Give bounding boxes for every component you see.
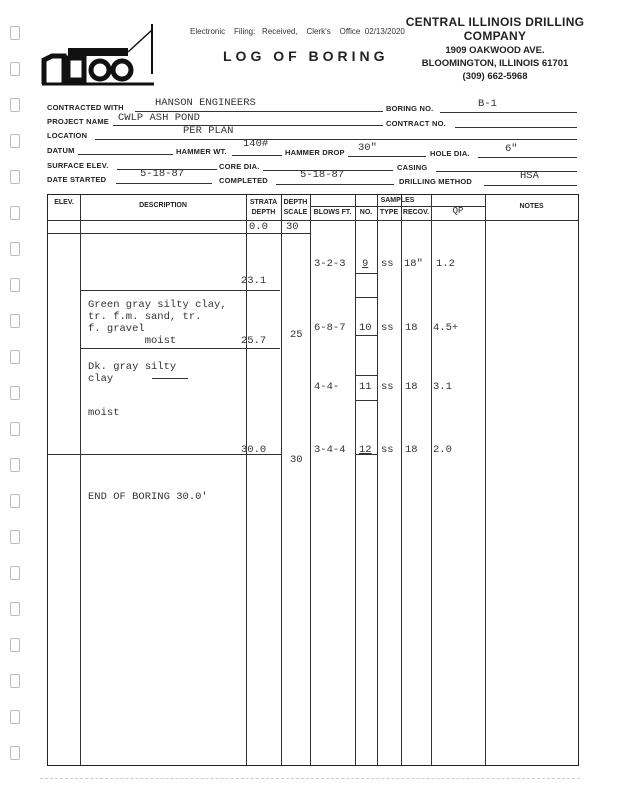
sample-recov: 18" bbox=[404, 258, 423, 270]
header-samples: SAMPLES bbox=[380, 197, 415, 204]
punch-hole bbox=[10, 170, 20, 184]
punch-hole bbox=[10, 98, 20, 112]
hole-dia-value: 6" bbox=[505, 143, 518, 155]
punch-hole bbox=[10, 674, 20, 688]
drilling-method-line bbox=[484, 185, 577, 186]
company-logo bbox=[40, 22, 160, 93]
boring-no-line bbox=[440, 112, 577, 113]
datum-line bbox=[78, 154, 173, 155]
punch-hole bbox=[10, 206, 20, 220]
hammer-wt-value: 140# bbox=[243, 138, 269, 150]
scale-mark: 30 bbox=[290, 454, 303, 466]
punch-hole bbox=[10, 350, 20, 364]
punch-hole bbox=[10, 242, 20, 256]
header-type: TYPE bbox=[379, 209, 399, 216]
desc-line: Dk. gray silty bbox=[88, 361, 177, 373]
contracted-with-value: HANSON ENGINEERS bbox=[155, 97, 256, 109]
header-blows: BLOWS FT. bbox=[313, 209, 352, 216]
header-strata-depth: DEPTH bbox=[251, 209, 276, 216]
completed-value: 5-18-87 bbox=[300, 169, 345, 181]
punch-hole bbox=[10, 602, 20, 616]
desc-line: Green gray silty clay, bbox=[88, 299, 227, 311]
sample-box-line bbox=[355, 335, 377, 336]
desc-line: moist bbox=[88, 407, 120, 419]
desc-line: f. gravel bbox=[88, 323, 145, 335]
boring-log-table bbox=[47, 194, 579, 766]
hammer-wt-line bbox=[232, 155, 282, 156]
hammer-drop-value: 30" bbox=[358, 142, 377, 154]
hole-dia-label: HOLE DIA. bbox=[430, 149, 470, 158]
stamp-office: Office bbox=[339, 27, 361, 36]
sample-box-line bbox=[355, 400, 377, 401]
location-value: PER PLAN bbox=[183, 125, 234, 137]
stamp-filing: Filing: bbox=[234, 27, 256, 36]
punch-hole bbox=[10, 710, 20, 724]
drilling-method-value: HSA bbox=[520, 170, 539, 182]
sample-blows: 3-2-3 bbox=[314, 258, 346, 270]
bottom-scan-line bbox=[40, 778, 580, 779]
col-divider bbox=[310, 195, 311, 765]
sample-type: ss bbox=[381, 258, 394, 270]
filing-stamp bbox=[190, 27, 405, 36]
punch-hole bbox=[10, 566, 20, 580]
drill-truck-icon bbox=[40, 22, 160, 88]
col-divider bbox=[355, 195, 356, 765]
sample-qp: 4.5+ bbox=[433, 322, 459, 334]
header-description: DESCRIPTION bbox=[139, 202, 187, 209]
drilling-method-label: DRILLING METHOD bbox=[399, 177, 472, 186]
punch-hole bbox=[10, 26, 20, 40]
sample-box-line bbox=[355, 297, 377, 298]
hammer-wt-label: HAMMER WT. bbox=[176, 147, 227, 156]
desc-line: tr. f.m. sand, tr. bbox=[88, 311, 202, 323]
col-divider bbox=[377, 195, 378, 765]
punch-hole bbox=[10, 458, 20, 472]
hammer-drop-label: HAMMER DROP bbox=[285, 148, 345, 157]
core-dia-label: CORE DIA. bbox=[219, 162, 260, 171]
sample-recov: 18 bbox=[405, 381, 418, 393]
stamp-electronic: Electronic bbox=[190, 27, 226, 36]
sample-recov: 18 bbox=[405, 444, 418, 456]
sample-no: 11 bbox=[359, 381, 372, 393]
sample-no: 9 bbox=[362, 258, 369, 270]
company-name: CENTRAL ILLINOIS DRILLING COMPANY bbox=[405, 15, 585, 43]
casing-line bbox=[436, 171, 577, 172]
sample-type: ss bbox=[381, 444, 394, 456]
sample-qp: 1.2 bbox=[436, 258, 455, 270]
sample-qp: 3.1 bbox=[433, 381, 452, 393]
scale-mark: 25 bbox=[290, 329, 303, 341]
col-divider bbox=[485, 195, 486, 765]
company-phone: (309) 662-5968 bbox=[462, 71, 528, 82]
header-strata: STRATA bbox=[249, 199, 278, 206]
header-bottom-line bbox=[48, 220, 578, 221]
sample-box-line bbox=[355, 273, 377, 274]
header-elev: ELEV. bbox=[54, 199, 74, 206]
layer-top-line bbox=[80, 290, 280, 291]
sample-no: 10 bbox=[359, 322, 372, 334]
location-line bbox=[95, 139, 577, 140]
scale-start: 30 bbox=[286, 221, 299, 233]
punch-hole bbox=[10, 62, 20, 76]
header-qp: QP bbox=[452, 206, 464, 216]
hammer-drop-line bbox=[348, 156, 426, 157]
end-of-boring-text: END OF BORING 30.0' bbox=[88, 491, 208, 503]
col-divider bbox=[80, 195, 81, 765]
desc-line: clay bbox=[88, 373, 114, 385]
col-divider bbox=[401, 195, 402, 765]
date-started-value: 5-18-87 bbox=[140, 168, 185, 180]
date-started-label: DATE STARTED bbox=[47, 175, 107, 184]
desc-line: moist bbox=[88, 335, 177, 347]
stamp-received: Received, bbox=[262, 27, 298, 36]
boring-no-label: BORING NO. bbox=[386, 104, 434, 113]
punch-hole bbox=[10, 746, 20, 760]
project-name-line bbox=[113, 125, 383, 126]
stamp-clerks: Clerk's bbox=[306, 27, 331, 36]
contracted-with-label: CONTRACTED WITH bbox=[47, 103, 124, 112]
sample-box-line bbox=[355, 375, 377, 376]
col-divider bbox=[281, 195, 282, 765]
strata-depth: 30.0 bbox=[241, 444, 267, 456]
punch-hole bbox=[10, 134, 20, 148]
company-header bbox=[380, 15, 610, 82]
header-no: NO. bbox=[359, 209, 373, 216]
punch-hole bbox=[10, 494, 20, 508]
sample-recov: 18 bbox=[405, 322, 418, 334]
form-title: LOG OF BORING bbox=[223, 48, 389, 64]
header-notes: NOTES bbox=[519, 203, 544, 210]
surface-elev-label: SURFACE ELEV. bbox=[47, 161, 109, 170]
sample-type: ss bbox=[381, 322, 394, 334]
company-city: BLOOMINGTON, ILLINOIS 61701 bbox=[421, 58, 569, 69]
strata-start: 0.0 bbox=[249, 221, 268, 233]
header-depth: DEPTH bbox=[283, 199, 308, 206]
punch-hole bbox=[10, 530, 20, 544]
strata-depth: 25.7 bbox=[241, 335, 267, 347]
location-label: LOCATION bbox=[47, 131, 88, 140]
company-street: 1909 OAKWOOD AVE. bbox=[445, 45, 545, 56]
stamp-date: 02/13/2020 bbox=[364, 27, 405, 36]
punch-hole bbox=[10, 386, 20, 400]
col-divider bbox=[431, 195, 432, 765]
header-depth-scale: SCALE bbox=[283, 209, 308, 216]
punch-hole bbox=[10, 278, 20, 292]
header-recov: RECOV. bbox=[402, 209, 430, 216]
punch-hole bbox=[10, 422, 20, 436]
completed-line bbox=[276, 184, 394, 185]
sample-qp: 2.0 bbox=[433, 444, 452, 456]
datum-label: DATUM bbox=[47, 146, 75, 155]
start-row-line bbox=[48, 233, 310, 234]
sample-blows: 4-4- bbox=[314, 381, 340, 393]
contract-no-line bbox=[455, 127, 577, 128]
hole-dia-line bbox=[478, 157, 577, 158]
sample-type: ss bbox=[381, 381, 394, 393]
sample-blows: 3-4-4 bbox=[314, 444, 346, 456]
completed-label: COMPLETED bbox=[219, 176, 268, 185]
layer-boundary-line bbox=[80, 348, 280, 349]
sample-no: 12 bbox=[359, 444, 372, 456]
project-name-value: CWLP ASH POND bbox=[118, 112, 200, 124]
contract-no-label: CONTRACT NO. bbox=[386, 119, 446, 128]
boring-no-value: B-1 bbox=[478, 98, 497, 110]
project-name-label: PROJECT NAME bbox=[47, 117, 109, 126]
underline-mark bbox=[152, 378, 188, 379]
date-started-line bbox=[116, 183, 212, 184]
punch-hole bbox=[10, 314, 20, 328]
casing-label: CASING bbox=[397, 163, 428, 172]
strata-depth-top: 23.1 bbox=[241, 275, 267, 287]
sample-blows: 6-8-7 bbox=[314, 322, 346, 334]
punch-hole bbox=[10, 638, 20, 652]
